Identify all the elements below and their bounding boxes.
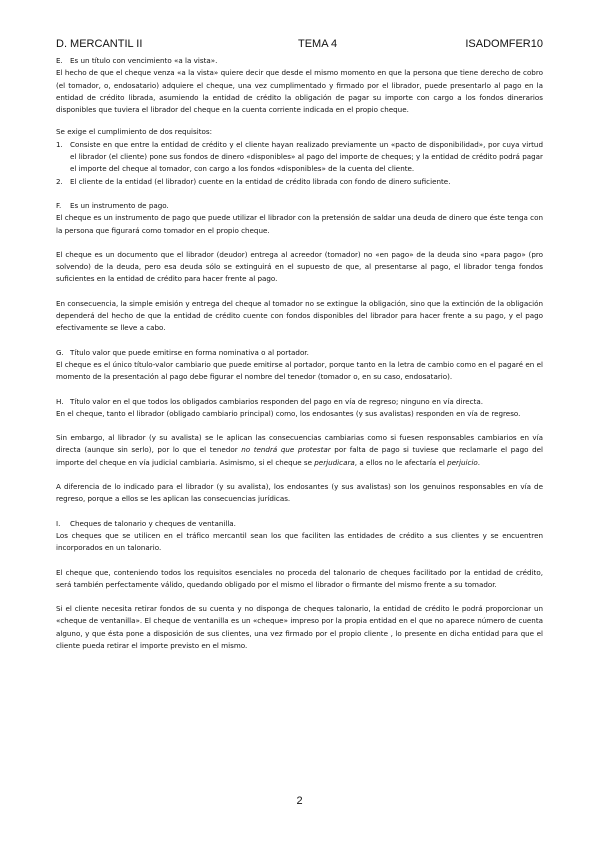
section-f-paragraph-3: En consecuencia, la simple emisión y entrega del cheque al tomador no se extingue la obligación, sino que la extinción de la obligación dependerá del hecho de que la entidad de crédito cuente con fondos disponibles del librador para hacer frente a su pago, y el pago efectivamente se lleve a cabo.: [56, 298, 543, 333]
requirements-intro: Se exige el cumplimiento de dos requisitos:: [56, 127, 213, 137]
page-number: 2: [296, 795, 303, 807]
section-e-paragraph-1: El hecho de que el cheque venza «a la vista» quiere decir que desde el mismo momento en que la persona que tiene derecho de cobro (el tomador, o, endosatario) adquiere el cheque, una vez cumplimentado y firmado por el librador, puede presentarlo al pago en la entidad de crédito librada, asumiendo la entidad de crédito la obligación de pagar su importe con cargo a los fondos dinerarios disponibles que tuviera el librador del cheque en la cuenta corriente indicada en el propio cheque.: [56, 68, 543, 115]
section-g-heading: [56, 347, 543, 359]
requirement-item-1: 1. Consiste en que entre la entidad de crédito y el cliente hayan realizado previamente un «pacto de disponibilidad», por cuya virtud el librador (el cliente) pone sus fondos de dinero «disponibles» al pago del importe de cheques; y la entidad de crédito podrá pagar el importe del cheque al tomador, con cargo a los fondos «disponibles» de la cuenta del cliente.: [56, 139, 543, 174]
document-body: [56, 55, 543, 652]
section-g-number: G.: [56, 347, 64, 357]
section-e-title: Es un título con vencimiento «a la vista».: [70, 56, 218, 65]
requirements-list: [56, 139, 543, 188]
section-f-paragraph-1: El cheque es un instrumento de pago que puede utilizar el librador con la pretensión de saldar una deuda de dinero que éste tenga con la persona que figurará como tomador en el propio cheque.: [56, 213, 543, 235]
section-i-title: Cheques de talonario y cheques de ventanilla.: [70, 518, 236, 528]
section-f-number: F.: [56, 200, 62, 210]
section-h-paragraph-3: A diferencia de lo indicado para el librador (y su avalista), los endosantes (y sus avalistas) son los genuinos responsables en vía de regreso, porque a ellos se les aplican las consecuencias jurídicas.: [56, 482, 543, 504]
section-h-paragraph-2: Sin embargo, al librador (y su avalista) se le aplican las consecuencias cambiarias como si fuesen responsables cambiarios en vía directa (aunque sin serlo), por lo que el tenedor no tendrá que protestar por falta de pago si tuviese que reclamarle el pago del importe del cheque en vía judicial cambiaria. Asimismo, si el cheque se perjudicara, a ellos no le afectaría el perjuicio.: [56, 433, 543, 467]
section-h-title: Título valor en el que todos los obligados cambiarios responden del pago en vía de regreso; ninguno en vía directa.: [70, 396, 484, 406]
section-i-paragraph-1: Los cheques que se utilicen en el tráfico mercantil sean los que faciliten las entidades de crédito a sus clientes y se encuentren incorporados en un talonario.: [56, 530, 543, 553]
section-g-paragraph-1: El cheque es el único título-valor cambiario que puede emitirse al portador, porque tanto en la letra de cambio como en el pagaré en el momento de la presentación al pago debe figurar el nombre del tenedor (tomador o, en su caso, endosatario).: [56, 359, 543, 382]
section-f-heading: [56, 200, 543, 212]
section-f-paragraph-2: El cheque es un documento que el librador (deudor) entrega al acreedor (tomador) no «en pago» de la deuda sino «para pago» (pro solvendo) de la deuda, pero esa deuda sólo se extinguirá en el supuesto de que, al presentarse al pago, el librador tenga fondos suficientes en la entidad de crédito para hacer frente al pago.: [56, 249, 543, 284]
header-topic: TEMA 4: [298, 38, 338, 50]
section-e-heading: [56, 55, 543, 67]
section-e-number: E.: [56, 56, 63, 65]
section-f-title: Es un instrumento de pago.: [70, 200, 169, 210]
section-h-number: H.: [56, 396, 64, 406]
section-i-paragraph-3: Si el cliente necesita retirar fondos de su cuenta y no disponga de cheques talonario, la entidad de crédito le podrá proporcionar un «cheque de ventanilla». El cheque de ventanilla es un «cheque» impreso por la propia entidad en el que no aparece número de cuenta alguno, y que ésta pone a disposición de sus clientes, una vez firmado por el propio cliente , lo presente en dicha entidad para que el cliente pueda retirar el importe previsto en el mismo.: [56, 604, 543, 650]
section-i-number: I.: [56, 518, 61, 528]
header-subject: D. MERCANTIL II: [56, 38, 143, 50]
header-author: ISADOMFER10: [465, 38, 543, 50]
section-g-title: Título valor que puede emitirse en forma nominativa o al portador.: [70, 347, 309, 357]
section-i-heading: [56, 518, 543, 530]
requirement-item-2: 2. El cliente de la entidad (el librador) cuente en la entidad de crédito librada con fondo de dinero suficiente.: [56, 176, 451, 186]
section-i-paragraph-2: El cheque que, conteniendo todos los requisitos esenciales no proceda del talonario de cheques facilitado por la entidad de crédito, será también perfectamente válido, quedando obligado por el mismo el librador o firmante del mismo frente a su tomador.: [56, 567, 543, 589]
page-header: [56, 38, 543, 52]
section-h-paragraph-1: En el cheque, tanto el librador (obligado cambiario principal) como, los endosantes (y sus avalistas) responden en vía de regreso.: [56, 408, 521, 418]
section-h-heading: [56, 396, 543, 408]
